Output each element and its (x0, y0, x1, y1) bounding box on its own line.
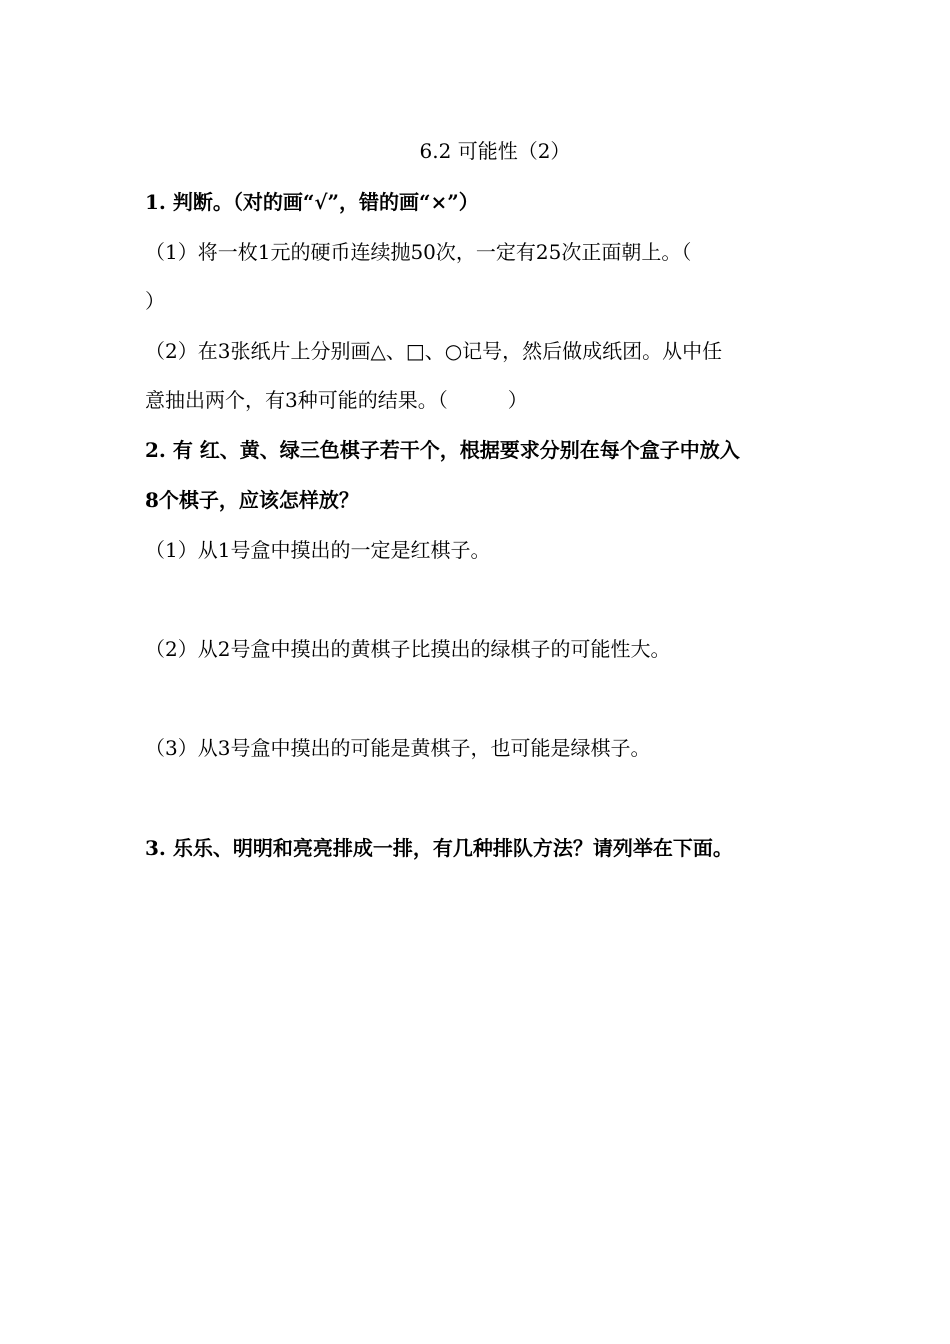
question-2-item-2: （2）从2号盒中摸出的黄棋子比摸出的绿棋子的可能性大。 (145, 637, 671, 661)
question-1-heading: 1. 判断。（对的画“√”，错的画“×”） (145, 190, 479, 214)
question-2-item-3: （3）从3号盒中摸出的可能是黄棋子，也可能是绿棋子。 (145, 736, 651, 760)
question-1-item-1-line-1: （1）将一枚1元的硬币连续抛50次，一定有25次正面朝上。（ (145, 240, 692, 264)
question-2-heading-line-1: 2. 有 红、黄、绿三色棋子若干个，根据要求分别在每个盒子中放入 (145, 438, 740, 462)
question-2-heading-line-2: 8个棋子，应该怎样放？ (145, 488, 359, 512)
question-1-item-2-line-2: 意抽出两个，有3种可能的结果。（ ） (145, 388, 528, 412)
page-title: 6.2 可能性（2） (419, 139, 571, 163)
question-3-heading: 3. 乐乐、明明和亮亮排成一排，有几种排队方法？请列举在下面。 (145, 836, 733, 860)
question-1-item-2-line-1: （2）在3张纸片上分别画△、□、○记号，然后做成纸团。从中任 (145, 339, 723, 363)
question-1-item-1-line-2: ） (145, 289, 165, 313)
question-2-item-1: （1）从1号盒中摸出的一定是红棋子。 (145, 538, 491, 562)
